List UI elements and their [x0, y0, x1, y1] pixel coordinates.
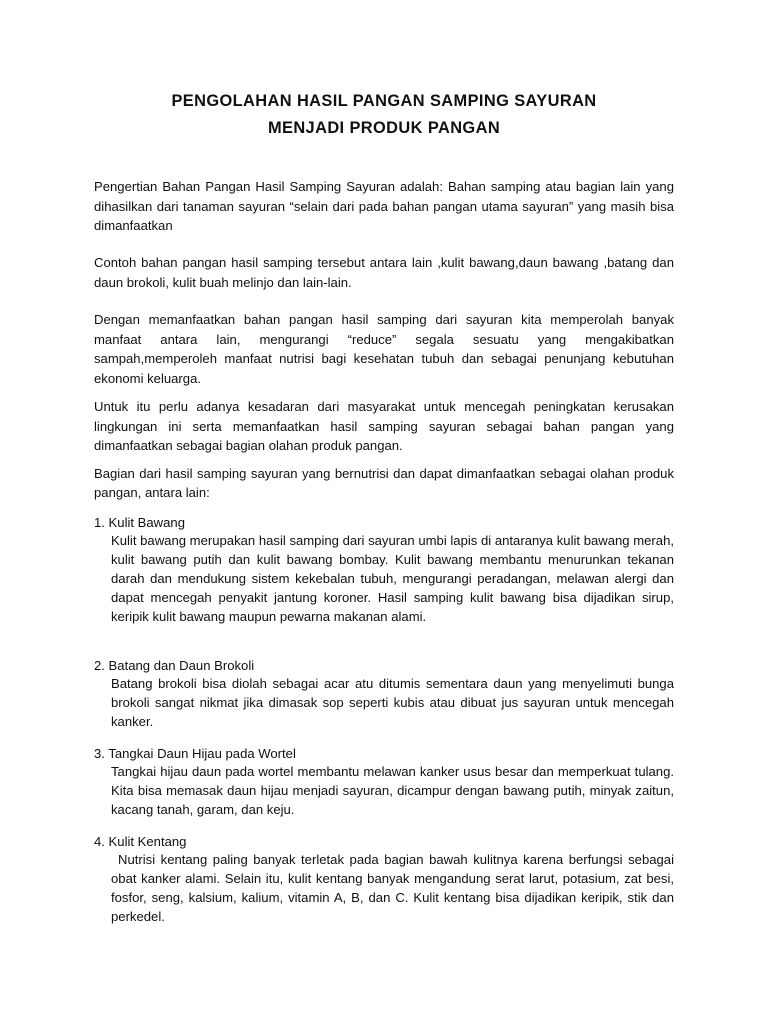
title-line-2: MENJADI PRODUK PANGAN [267, 119, 501, 137]
paragraph-examples: Contoh bahan pangan hasil samping tersebut antara lain ,kulit bawang,daun bawang ,batang dan daun brokoli, kulit buah melinjo dan lain-lain. [94, 255, 674, 290]
paragraph-benefits: Dengan memanfaatkan bahan pangan hasil samping dari sayuran kita memperolah banyak manfaat antara lain, mengurangi “reduce” segala sesuatu yang mengakibatkan sampah,memperoleh manfaat nutrisi bagi kesehatan tubuh dan sebagai penunjang kebutuhan ekonomi keluarga. [94, 312, 674, 386]
paragraph-awareness: Untuk itu perlu adanya kesadaran dari masyarakat untuk mencegah peningkatan kerusakan lingkungan ini serta memanfaatkan hasil samping sayuran sebagai bahan pangan yang dimanfaatkan sebagai bagian olahan produk pangan. [94, 399, 674, 453]
list-item-title: 1. Kulit Bawang [94, 515, 185, 530]
page-title [94, 88, 674, 142]
list-item-title: 4. Kulit Kentang [94, 834, 187, 849]
list-item-body: Nutrisi kentang paling banyak terletak pada bagian bawah kulitnya karena berfungsi sebagai obat kanker alami. Selain itu, kulit kentang banyak mengandung serat larut, potasium, zat besi, fosfor, seng, kalsium, kalium, vitamin A, B, dan C. Kulit kentang bisa dijadikan keripik, stik dan perkedel. [111, 852, 674, 924]
title-line-1: PENGOLAHAN HASIL PANGAN SAMPING SAYURAN [171, 92, 597, 110]
list-item-title: 2. Batang dan Daun Brokoli [94, 658, 255, 673]
list-item-body: Tangkai hijau daun pada wortel membantu melawan kanker usus besar dan memperkuat tulang. Kita bisa memasak daun hijau menjadi sayuran, dicampur dengan bawang putih, minyak zaitun, kacang tanah, garam, dan keju. [111, 764, 674, 817]
paragraph-definition: Pengertian Bahan Pangan Hasil Samping Sayuran adalah: Bahan samping atau bagian lain yang dihasilkan dari tanaman sayuran “selain dari pada bahan pangan utama sayuran” yang masih bisa dimanfaatkan [94, 179, 674, 233]
list-item-body: Batang brokoli bisa diolah sebagai acar atu ditumis sementara daun yang menyelimuti bunga brokoli sangat nikmat jika dimasak sop seperti kubis atau dibuat jus sayuran untuk mencegah kanker. [111, 676, 674, 729]
paragraph-list-intro: Bagian dari hasil samping sayuran yang bernutrisi dan dapat dimanfaatkan sebagai olahan produk pangan, antara lain: [94, 466, 674, 500]
list-item-body: Kulit bawang merupakan hasil samping dari sayuran umbi lapis di antaranya kulit bawang merah, kulit bawang putih dan kulit bawang bombay. Kulit bawang membantu menurunkan tekanan darah dan mendukung sistem kekebalan tubuh, mengurangi peradangan, melawan alergi dan dapat mencegah penyakit jantung koroner. Hasil samping kulit bawang bisa dijadikan sirup, keripik kulit bawang maupun pewarna makanan alami. [111, 533, 674, 624]
list-item-title: 3. Tangkai Daun Hijau pada Wortel [94, 746, 296, 761]
